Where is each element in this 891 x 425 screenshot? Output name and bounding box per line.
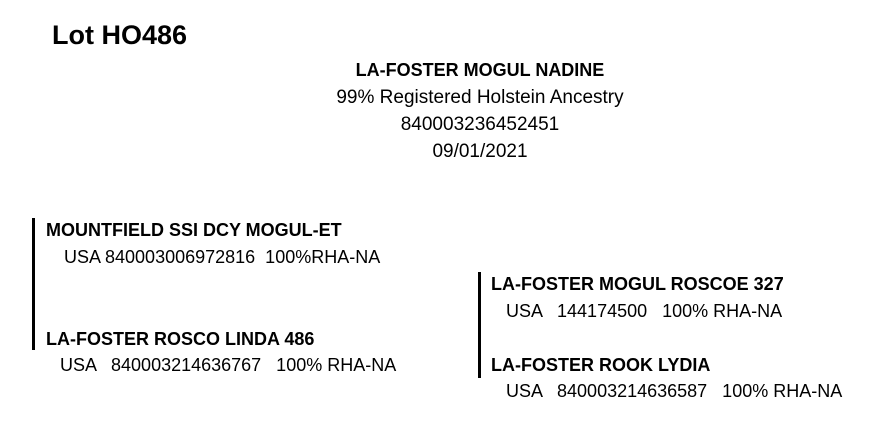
- animal-birth-date: 09/01/2021: [432, 141, 528, 162]
- dam-sire-name: LA-FOSTER MOGUL ROSCOE 327: [491, 274, 784, 294]
- pedigree-bracket-left: [32, 218, 35, 350]
- dam-dam-name: LA-FOSTER ROOK LYDIA: [491, 355, 711, 375]
- sire-name: MOUNTFIELD SSI DCY MOGUL-ET: [46, 220, 342, 240]
- sire-registration: USA 840003006972816 100%RHA-NA: [64, 247, 381, 267]
- animal-id: 840003236452451: [400, 114, 560, 135]
- animal-name: LA-FOSTER MOGUL NADINE: [355, 60, 605, 80]
- dam-name: LA-FOSTER ROSCO LINDA 486: [46, 329, 315, 349]
- lot-number: Lot HO486: [52, 20, 188, 50]
- dam-dam-registration: USA 840003214636587 100% RHA-NA: [506, 381, 843, 401]
- dam-registration: USA 840003214636767 100% RHA-NA: [60, 355, 397, 375]
- dam-sire-registration: USA 144174500 100% RHA-NA: [506, 301, 783, 321]
- animal-ancestry: 99% Registered Holstein Ancestry: [336, 87, 624, 108]
- pedigree-bracket-right: [478, 272, 481, 378]
